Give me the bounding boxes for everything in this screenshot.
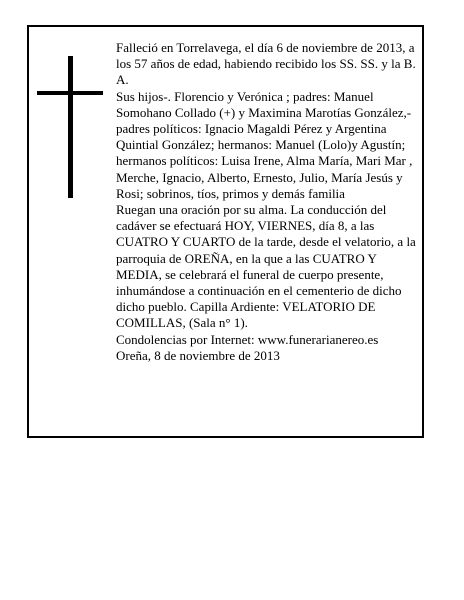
obituary-notice <box>27 25 424 438</box>
family-list: Sus hijos-. Florencio y Verónica ; padres: Manuel Somohano Collado (+) y Maximina Marotías González,- padres políticos: Ignacio Magaldi Pérez y Argentina Quintial González; hermanos: Manuel (Lolo)y Agustín; hermanos políticos: Luisa Irene, Alma María, Mari Mar , Merche, Ignacio, Alberto, Ernesto, Julio, María Jesús y Rosi; sobrinos, tíos, primos y demás familia <box>116 88 413 201</box>
death-announcement: Falleció en Torrelavega, el día 6 de noviembre de 2013, a los 57 años de edad, habiendo recibido los SS. SS. y la B. A. <box>116 40 416 88</box>
place-date-line: Oreña, 8 de noviembre de 2013 <box>116 347 280 363</box>
notice-text <box>116 40 421 364</box>
funeral-details: Ruegan una oración por su alma. La conducción del cadáver se efectuará HOY, VIERNES, día 8, a las CUATRO Y CUARTO de la tarde, desde el velatorio, a la parroquia de OREÑA, en la que a las CUATRO Y MEDIA, se celebrará el funeral de cuerpo presente, inhumándose a continuación en el cementerio de dicho dicho pueblo. Capilla Ardiente: VELATORIO DE COMILLAS, (Sala n° 1). <box>116 202 416 331</box>
latin-cross-icon <box>37 56 103 198</box>
condolences-line: Condolencias por Internet: www.funerarianereo.es <box>116 331 379 347</box>
